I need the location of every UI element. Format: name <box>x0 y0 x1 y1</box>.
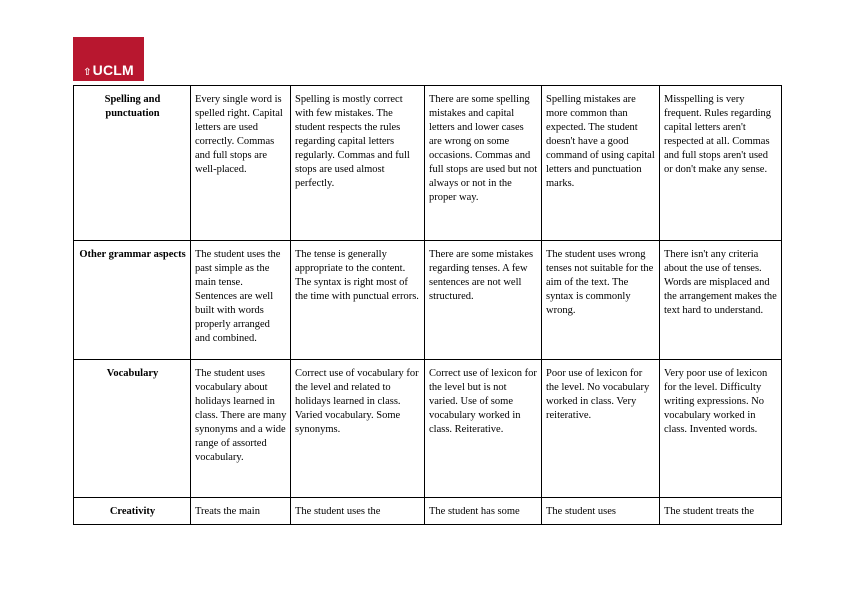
level-cell: The student uses the <box>291 498 425 525</box>
assessment-rubric-table <box>73 85 782 525</box>
level-cell: The student treats the <box>660 498 782 525</box>
level-cell: Misspelling is very frequent. Rules regarding capital letters aren't respected at all. Commas and full stops aren't used or don't make any sense. <box>660 86 782 241</box>
criterion-cell: Creativity <box>74 498 191 525</box>
level-cell: The tense is generally appropriate to the content. The syntax is right most of the time with punctual errors. <box>291 241 425 360</box>
level-cell: Treats the main <box>191 498 291 525</box>
rubric-row-spelling <box>74 86 782 241</box>
level-cell: Every single word is spelled right. Capital letters are used correctly. Commas and full stops are well-placed. <box>191 86 291 241</box>
level-cell: There are some mistakes regarding tenses. A few sentences are not well structured. <box>425 241 542 360</box>
rubric-row-creativity <box>74 498 782 525</box>
criterion-cell: Vocabulary <box>74 360 191 498</box>
level-cell: The student uses the past simple as the main tense. Sentences are well built with words properly arranged and combined. <box>191 241 291 360</box>
uclm-logo-text: UCLM <box>92 62 134 78</box>
level-cell: Spelling is mostly correct with few mistakes. The student respects the rules regarding capital letters regularly. Commas and full stops are used almost perfectly. <box>291 86 425 241</box>
level-cell: Correct use of lexicon for the level but is not varied. Use of some vocabulary worked in class. Reiterative. <box>425 360 542 498</box>
level-cell: There are some spelling mistakes and capital letters and lower cases are wrong on some occasions. Commas and full stops are used but not always or not in the proper way. <box>425 86 542 241</box>
rubric-row-vocabulary <box>74 360 782 498</box>
level-cell: Spelling mistakes are more common than expected. The student doesn't have a good command of using capital letters and punctuation marks. <box>542 86 660 241</box>
criterion-cell: Spelling and punctuation <box>74 86 191 241</box>
level-cell: The student uses <box>542 498 660 525</box>
level-cell: The student uses vocabulary about holidays learned in class. There are many synonyms and a wide range of assorted vocabulary. <box>191 360 291 498</box>
level-cell: Very poor use of lexicon for the level. Difficulty writing expressions. No vocabulary worked in class. Invented words. <box>660 360 782 498</box>
level-cell: Correct use of vocabulary for the level and related to holidays learned in class. Varied vocabulary. Some synonyms. <box>291 360 425 498</box>
uclm-logo <box>73 37 144 81</box>
rubric-row-grammar <box>74 241 782 360</box>
uclm-logo-mark-icon: ⇧ <box>83 67 92 78</box>
level-cell: The student uses wrong tenses not suitable for the aim of the text. The syntax is commonly wrong. <box>542 241 660 360</box>
level-cell: The student has some <box>425 498 542 525</box>
level-cell: Poor use of lexicon for the level. No vocabulary worked in class. Very reiterative. <box>542 360 660 498</box>
level-cell: There isn't any criteria about the use of tenses. Words are misplaced and the arrangement makes the text hard to understand. <box>660 241 782 360</box>
criterion-cell: Other grammar aspects <box>74 241 191 360</box>
